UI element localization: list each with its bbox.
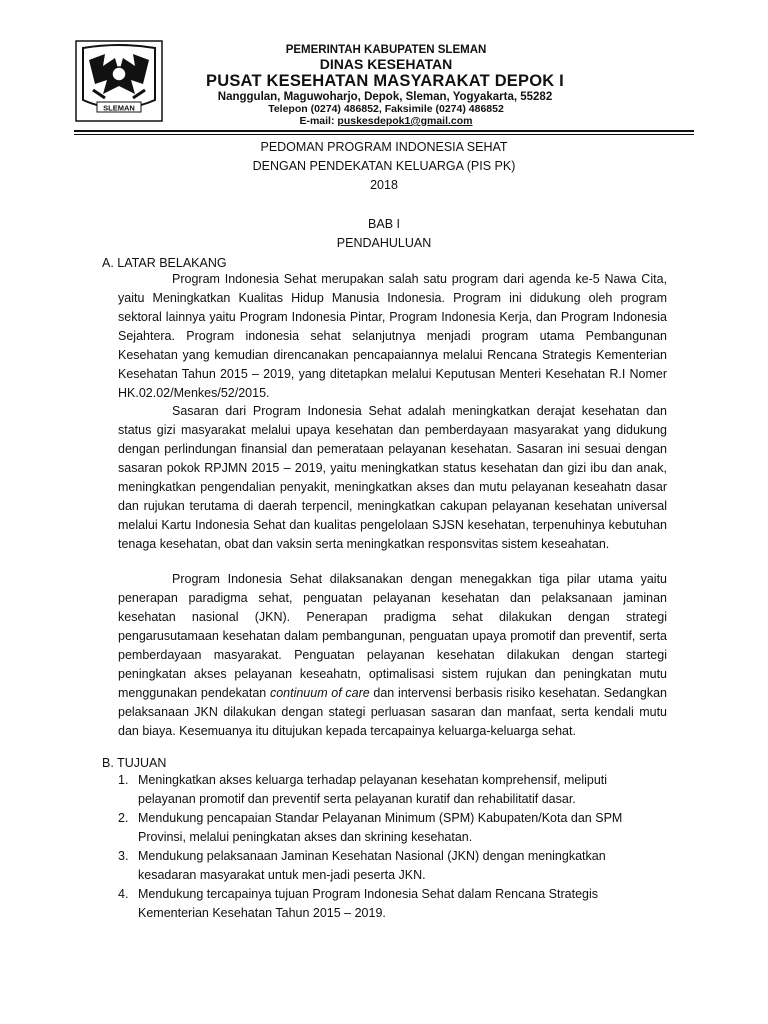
paragraph — [118, 570, 667, 741]
list-number: 4. — [118, 887, 129, 901]
list-text-continued: Provinsi, melalui peningkatan akses dan skrining kesehatan. — [138, 830, 473, 844]
section-heading-tujuan: B. TUJUAN — [102, 756, 167, 770]
list-number: 1. — [118, 773, 129, 787]
document-title: PEDOMAN PROGRAM INDONESIA SEHAT — [260, 140, 508, 154]
letterhead-rule-thin — [74, 134, 694, 135]
italic-term: continuum of care — [269, 686, 370, 700]
document-year: 2018 — [370, 178, 398, 192]
chapter-title: PENDAHULUAN — [336, 236, 432, 250]
letterhead-rule-thick — [74, 130, 694, 132]
list-item — [118, 809, 667, 847]
emblem-label: SLEMAN — [103, 103, 135, 113]
list-item — [118, 847, 667, 885]
list-item — [118, 885, 667, 923]
list-text-continued: Kementerian Kesehatan Tahun 2015 – 2019. — [138, 906, 386, 920]
paragraph-text: dan intervensi berbasis risiko kesehatan. Sedangkan pelaksanaan JKN dilakukan dengan stategi perluasan sasaran dan manfaat, serta kendali mutu dan biaya. Kesemuanya itu ditujukan kepada tercapainya keluarga-keluarga sehat. — [118, 686, 667, 738]
section-heading-latar-belakang: A. LATAR BELAKANG — [102, 256, 227, 270]
paragraph: Program Indonesia Sehat merupakan salah satu program dari agenda ke-5 Nawa Cita, yaitu Meningkatkan Kualitas Hidup Manusia Indonesia. Program ini didukung oleh program sektoral lainnya yaitu Program Indonesia Pintar, Program Indonesia Kerja, dan Program Indonesia Sejahtera. Program indonesia sehat selanjutnya menjadi program utama Pembangunan Kesehatan yang kemudian direncanakan pencapaiannya melalui Rencana Strategis Kementerian Kesehatan Tahun 2015 – 2019, yang ditetapkan melalui Keputusan Menteri Kesehatan R.I Nomer HK.02.02/Menkes/52/2015. — [118, 272, 667, 400]
chapter-number: BAB I — [368, 217, 400, 231]
sleman-regency-emblem — [75, 40, 163, 122]
list-number: 2. — [118, 811, 129, 825]
objectives-list — [118, 771, 667, 923]
document-subtitle: DENGAN PENDEKATAN KELUARGA (PIS PK) — [252, 159, 516, 173]
government-name: PEMERINTAH KABUPATEN SLEMAN — [285, 44, 487, 56]
list-text: Mendukung tercapainya tujuan Program Indonesia Sehat dalam Rencana Strategis — [138, 887, 599, 901]
paragraph-text: Program Indonesia Sehat dilaksanakan dengan menegakkan tiga pilar utama yaitu penerapan paradigma sehat, penguatan pelayanan kesehatan dan pelaksanaan jaminan kesehatan nasional (JKN). Penerapan pradigma sehat dilakukan dengan strategi pengarusutamaan kesehatan dalam pembangunan, penguatan upaya promotif dan preventif, serta pemberdayaan masyarakat. Penguatan pelayanan kesehatan dilakukan dengan startegi peningkatan akses pelayanan keseahatn, optimalisasi sistem rujukan dan peningkatan mutu menggunakan pendekatan — [118, 572, 667, 700]
list-text-continued: pelayanan promotif dan preventif serta pelayanan kuratif dan rehabilitatif dasar. — [138, 792, 576, 806]
list-text-continued: kesadaran masyarakat untuk men-jadi peserta JKN. — [138, 868, 426, 882]
list-text: Mendukung pelaksanaan Jaminan Kesehatan Nasional (JKN) dengan meningkatkan — [138, 849, 606, 863]
list-item — [118, 771, 667, 809]
list-text: Meningkatkan akses keluarga terhadap pelayanan kesehatan komprehensif, meliputi — [138, 773, 608, 787]
paragraph: Sasaran dari Program Indonesia Sehat adalah meningkatkan derajat kesehatan dan status gizi masyarakat melalui upaya kesehatan dan pemberdayaan masyarakat yang didukung dengan perlindungan finansial dan pemerataan pelayanan kesehatan. Sasaran ini sesuai dengan sasaran pokok RPJMN 2015 – 2019, yaitu meningkatkan status kesehatan dan gizi ibu dan anak, meningkatkan pengendalian penyakit, meningkatkan akses dan mutu pelayanan keseahatn dasar dan rujukan terutama di daerah terpencil, meningkatkan cakupan pelayanan kesehatan universal melalui Kartu Indonesia Sehat dan kualitas pengelolaan SJSN kesehatan, terpenuhinya kebutuhan tenaga kesehatan, obat dan vaksin serta meningkatkan responsvitas sistem keseahatan. — [118, 404, 667, 551]
list-number: 3. — [118, 849, 129, 863]
email-label: E-mail: — [299, 115, 338, 127]
phone-fax: Telepon (0274) 486852, Faksimile (0274) 486852 — [268, 103, 504, 115]
address: Nanggulan, Maguwoharjo, Depok, Sleman, Yogyakarta, 55282 — [217, 91, 553, 103]
list-text: Mendukung pencapaian Standar Pelayanan Minimum (SPM) Kabupaten/Kota dan SPM — [138, 811, 623, 825]
email-line — [236, 115, 536, 127]
institution-name: PUSAT KESEHATAN MASYARAKAT DEPOK I — [206, 72, 564, 90]
email-link[interactable]: puskesdepok1@gmail.com — [337, 115, 473, 127]
department-name: DINAS KESEHATAN — [319, 56, 453, 72]
